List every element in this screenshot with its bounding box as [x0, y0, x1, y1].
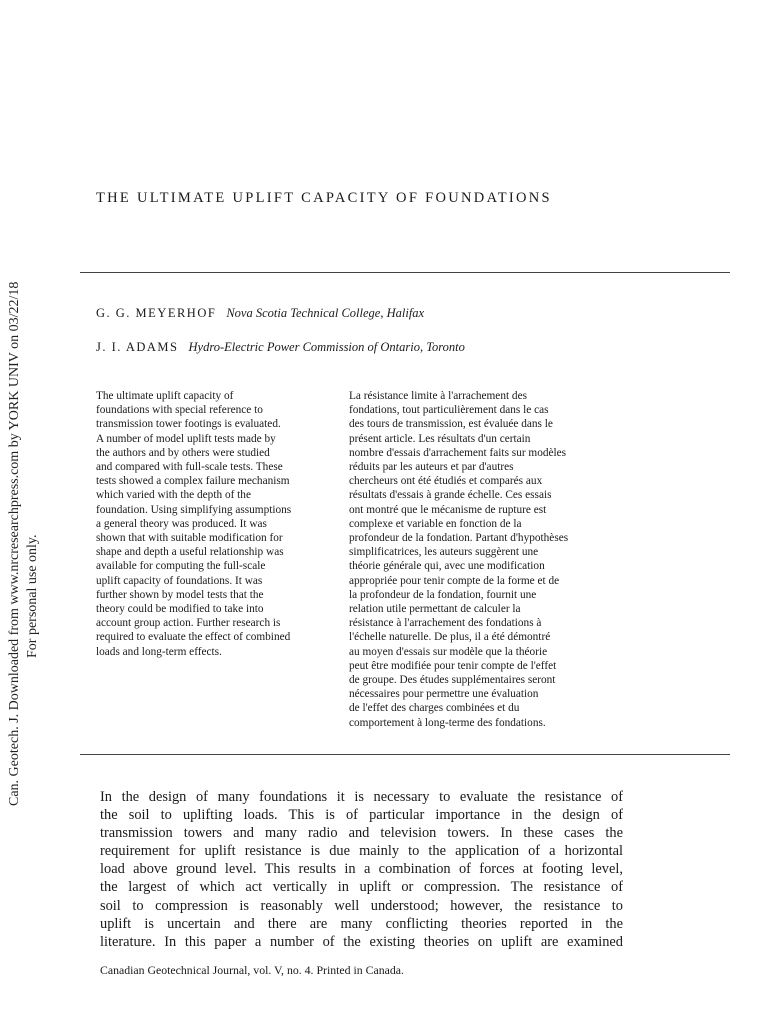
abstract-line: tests showed a complex failure mechanism [96, 475, 290, 488]
resume-line: chercheurs ont été étudiés et comparés aux [349, 475, 543, 488]
abstract-line: and compared with full-scale tests. These [96, 461, 283, 474]
body-line: requirement for uplift resistance is due mainly to the application of a horizontal [100, 843, 623, 860]
abstract-line: shape and depth a useful relationship was [96, 546, 284, 559]
abstract-line: required to evaluate the effect of combined [96, 631, 291, 644]
resume-line: appropriée pour tenir compte de la forme et de [349, 574, 560, 587]
abstract-line: A number of model uplift tests made by [96, 432, 276, 445]
body-line: transmission towers and many radio and television towers. In these cases the [100, 825, 623, 842]
top-divider [80, 272, 730, 273]
abstract-line: The ultimate uplift capacity of [96, 390, 234, 402]
resume-line: de groupe. Des études supplémentaires seront [349, 674, 556, 687]
abstract-line: foundation. Using simplifying assumptions [96, 503, 292, 516]
resume-line: relation utile permettant de calculer la [349, 603, 521, 616]
resume-line: réduits par les auteurs et par d'autres [349, 461, 514, 474]
resume-line: fondations, tout particulièrement dans le cas [349, 404, 549, 417]
resume-line: La résistance limite à l'arrachement des [349, 390, 527, 402]
resume-line: complexe et variable en fonction de la [349, 517, 522, 530]
abstract-line: uplift capacity of foundations. It was [96, 574, 263, 587]
resume-line: nombre d'essais d'arrachement faits sur modèles [349, 446, 567, 459]
resume-line: nécessaires pour permettre une évaluation [349, 688, 539, 701]
resume-line: peut être modifiée pour tenir compte de l'effet [349, 659, 557, 672]
bottom-divider [80, 754, 730, 755]
resume-line: ont montré que le mécanisme de rupture est [349, 503, 547, 516]
abstract-line: shown that with suitable modification for [96, 532, 283, 545]
body-line: literature. In this paper a number of the existing theories on uplift are examined [100, 933, 623, 950]
journal-footer: Canadian Geotechnical Journal, vol. V, no. 4. Printed in Canada. [100, 963, 404, 977]
author-1 [96, 306, 424, 321]
author-2 [96, 340, 465, 355]
resume-line: au moyen d'essais sur modèle que la théorie [349, 645, 548, 658]
resume-line: simplificatrices, les auteurs suggèrent une [349, 546, 539, 559]
body-text [100, 788, 623, 951]
download-notice [6, 216, 42, 806]
resume-line: présent article. Les résultats d'un certain [349, 432, 531, 445]
resume-line: comportement à long-terme des fondations. [349, 716, 546, 729]
abstract-line: available for computing the full-scale [96, 560, 266, 573]
abstract-line: which varied with the depth of the [96, 489, 251, 502]
resume-line: profondeur de la fondation. Partant d'hypothèses [349, 532, 569, 545]
article-title: THE ULTIMATE UPLIFT CAPACITY OF FOUNDATIONS [96, 190, 552, 206]
abstract-line: a general theory was produced. It was [96, 517, 267, 530]
resume-line: de l'effet des charges combinées et du [349, 702, 520, 715]
abstract-line: account group action. Further research is [96, 617, 281, 630]
body-line: load above ground level. This results in a combination of forces at footing level, [100, 861, 623, 878]
resume-line: théorie générale qui, avec une modification [349, 560, 545, 573]
body-line: the largest of which act vertically in uplift or compression. The resistance of [100, 879, 623, 896]
abstract-line: transmission tower footings is evaluated. [96, 418, 281, 431]
abstract-english [96, 389, 341, 659]
resume-line: l'échelle naturelle. De plus, il a été démontré [349, 631, 551, 644]
resume-line: résultats d'essais à grande échelle. Ces essais [349, 489, 552, 502]
author-name: G. G. MEYERHOF [96, 306, 217, 320]
author-name: J. I. ADAMS [96, 340, 179, 354]
abstract-french [349, 389, 639, 730]
author-affiliation: Hydro-Electric Power Commission of Ontario, Toronto [188, 340, 465, 354]
abstract-line: further shown by model tests that the [96, 588, 264, 601]
body-line: uplift is uncertain and there are many conflicting theories reported in the [100, 915, 623, 932]
download-notice-line: Can. Geotech. J. Downloaded from www.nrcresearchpress.com by YORK UNIV on 03/22/18 [7, 281, 22, 806]
resume-line: la profondeur de la fondation, fournit une [349, 588, 537, 601]
author-affiliation: Nova Scotia Technical College, Halifax [226, 306, 425, 320]
personal-use-notice: For personal use only. [25, 534, 40, 658]
resume-line: résistance à l'arrachement des fondations à [349, 617, 542, 630]
body-line: soil to compression is reasonably well understood; however, the resistance to [100, 897, 623, 914]
body-line: the soil to uplifting loads. This is of particular importance in the design of [100, 807, 623, 824]
abstract-line: foundations with special reference to [96, 404, 263, 417]
abstract-line: the authors and by others were studied [96, 446, 270, 459]
body-line: In the design of many foundations it is necessary to evaluate the resistance of [100, 789, 623, 805]
abstract-line: theory could be modified to take into [96, 603, 264, 616]
abstract-line: loads and long-term effects. [96, 645, 222, 658]
resume-line: des tours de transmission, est évaluée dans le [349, 418, 553, 431]
